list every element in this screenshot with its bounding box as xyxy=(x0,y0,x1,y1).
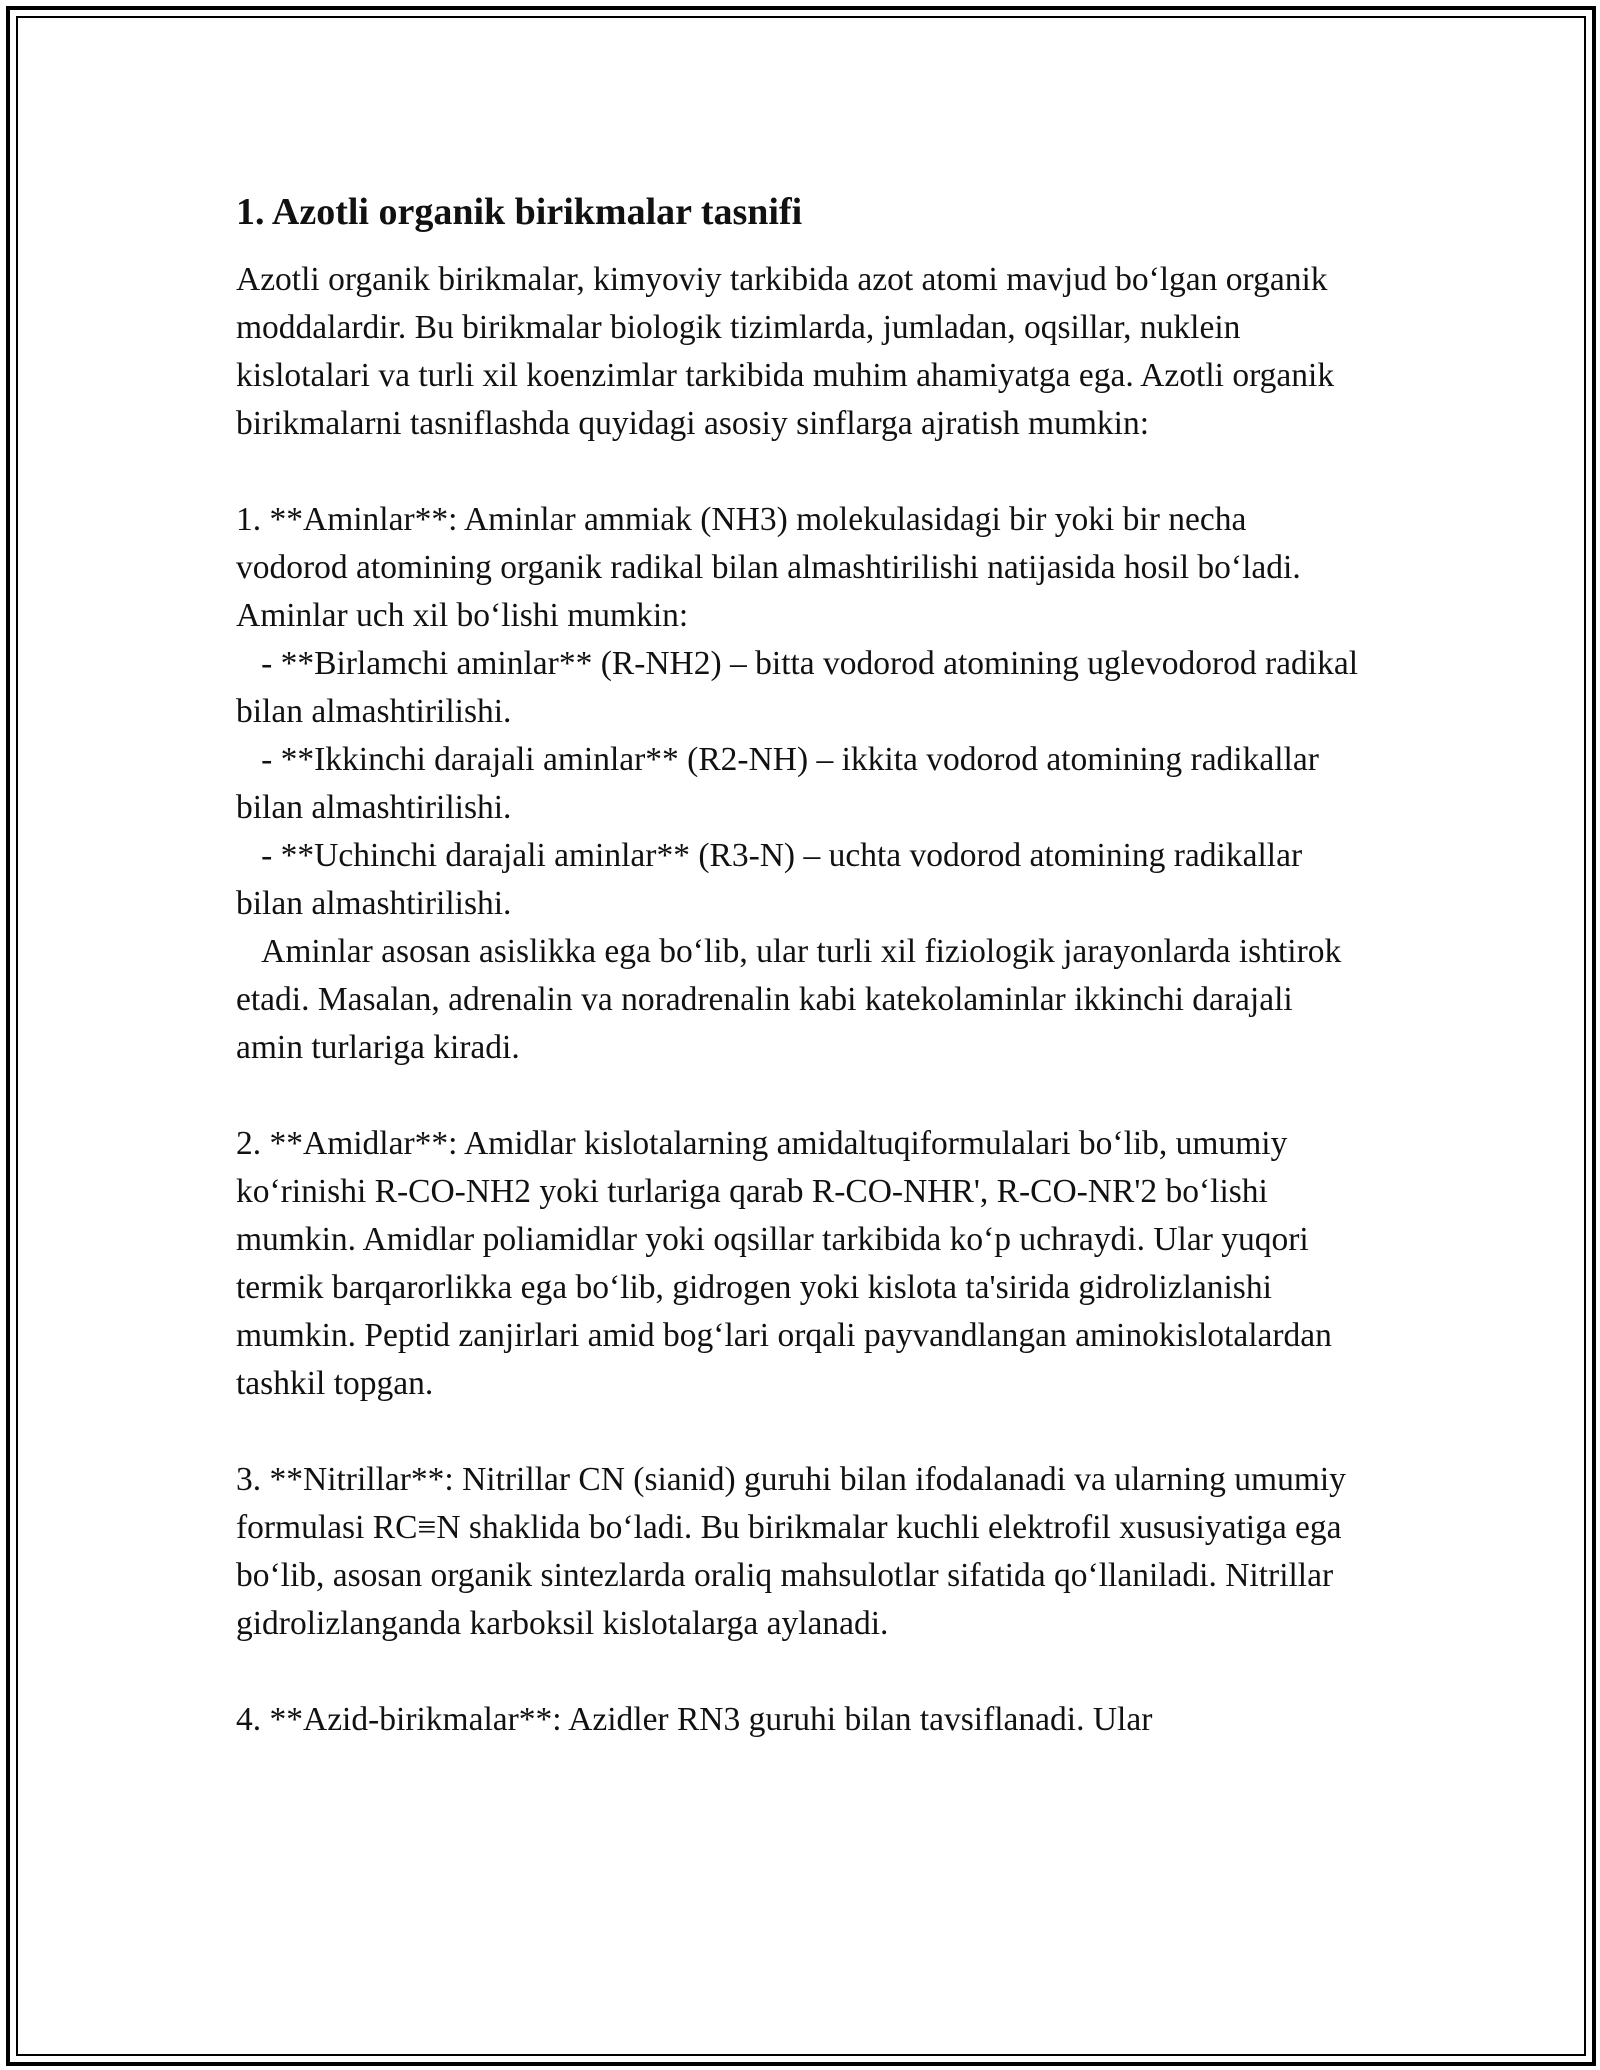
aminlar-item-ikkinchi: - **Ikkinchi darajali aminlar** (R2-NH) – ikkita vodorod atomining radikallar bilan almashtirilishi. xyxy=(236,741,1328,826)
aminlar-lead: 1. **Aminlar**: Aminlar ammiak (NH3) molekulasidagi bir yoki bir necha vodorod atomining organik radikal bilan almashtirilishi natijasida hosil bo‘ladi. Aminlar uch xil bo‘lishi mumkin: xyxy=(236,501,1308,634)
paragraph-gap xyxy=(236,1648,1366,1696)
paragraph-gap xyxy=(236,448,1366,496)
aminlar-tail: Aminlar asosan asislikka ega bo‘lib, ular turli xil fiziologik jarayonlarda ishtirok etadi. Masalan, adrenalin va noradrenalin kabi katekolaminlar ikkinchi darajali amin turlariga kiradi. xyxy=(236,933,1350,1066)
paragraph-gap xyxy=(236,1072,1366,1120)
aminlar-item-birlamchi: - **Birlamchi aminlar** (R-NH2) – bitta vodorod atomining uglevodorod radikal bilan almashtirilishi. xyxy=(236,645,1367,730)
nitrillar-paragraph: 3. **Nitrillar**: Nitrillar CN (sianid) guruhi bilan ifodalanadi va ularning umumiy formulasi RC≡N shaklida bo‘ladi. Bu birikmalar kuchli elektrofil xususiyatiga ega bo‘lib, asosan organik sintezlarda oraliq mahsulotlar sifatida qo‘llaniladi. Nitrillar gidrolizlanganda karboksil kislotalarga aylanadi. xyxy=(236,1461,1355,1642)
azid-paragraph: 4. **Azid-birikmalar**: Azidler RN3 guruhi bilan tavsiflanadi. Ular xyxy=(236,1701,1153,1738)
section-title: 1. Azotli organik birikmalar tasnifi xyxy=(236,191,803,233)
document-body xyxy=(236,188,1366,1744)
aminlar-item-uchinchi: - **Uchinchi darajali aminlar** (R3-N) – uchta vodorod atomining radikallar bilan almashtirilishi. xyxy=(236,837,1311,922)
amidlar-paragraph: 2. **Amidlar**: Amidlar kislotalarning amidaltuqiformulalari bo‘lib, umumiy ko‘rinishi R-CO-NH2 yoki turlariga qarab R-CO-NHR', R-CO-NR'2 bo‘lishi mumkin. Amidlar poliamidlar yoki oqsillar tarkibida ko‘p uchraydi. Ular yuqori termik barqarorlikka ega bo‘lib, gidrogen yoki kislota ta'sirida gidrolizlanishi mumkin. Peptid zanjirlari amid bog‘lari orqali payvandlangan aminokislotalardan tashkil topgan. xyxy=(236,1125,1341,1402)
paragraph-gap xyxy=(236,1408,1366,1456)
intro-paragraph: Azotli organik birikmalar, kimyoviy tarkibida azot atomi mavjud bo‘lgan organik moddalardir. Bu birikmalar biologik tizimlarda, jumladan, oqsillar, nuklein kislotalari va turli xil koenzimlar tarkibida muhim ahamiyatga ega. Azotli organik birikmalarni tasniflashda quyidagi asosiy sinflarga ajratish mumkin: xyxy=(236,261,1343,442)
